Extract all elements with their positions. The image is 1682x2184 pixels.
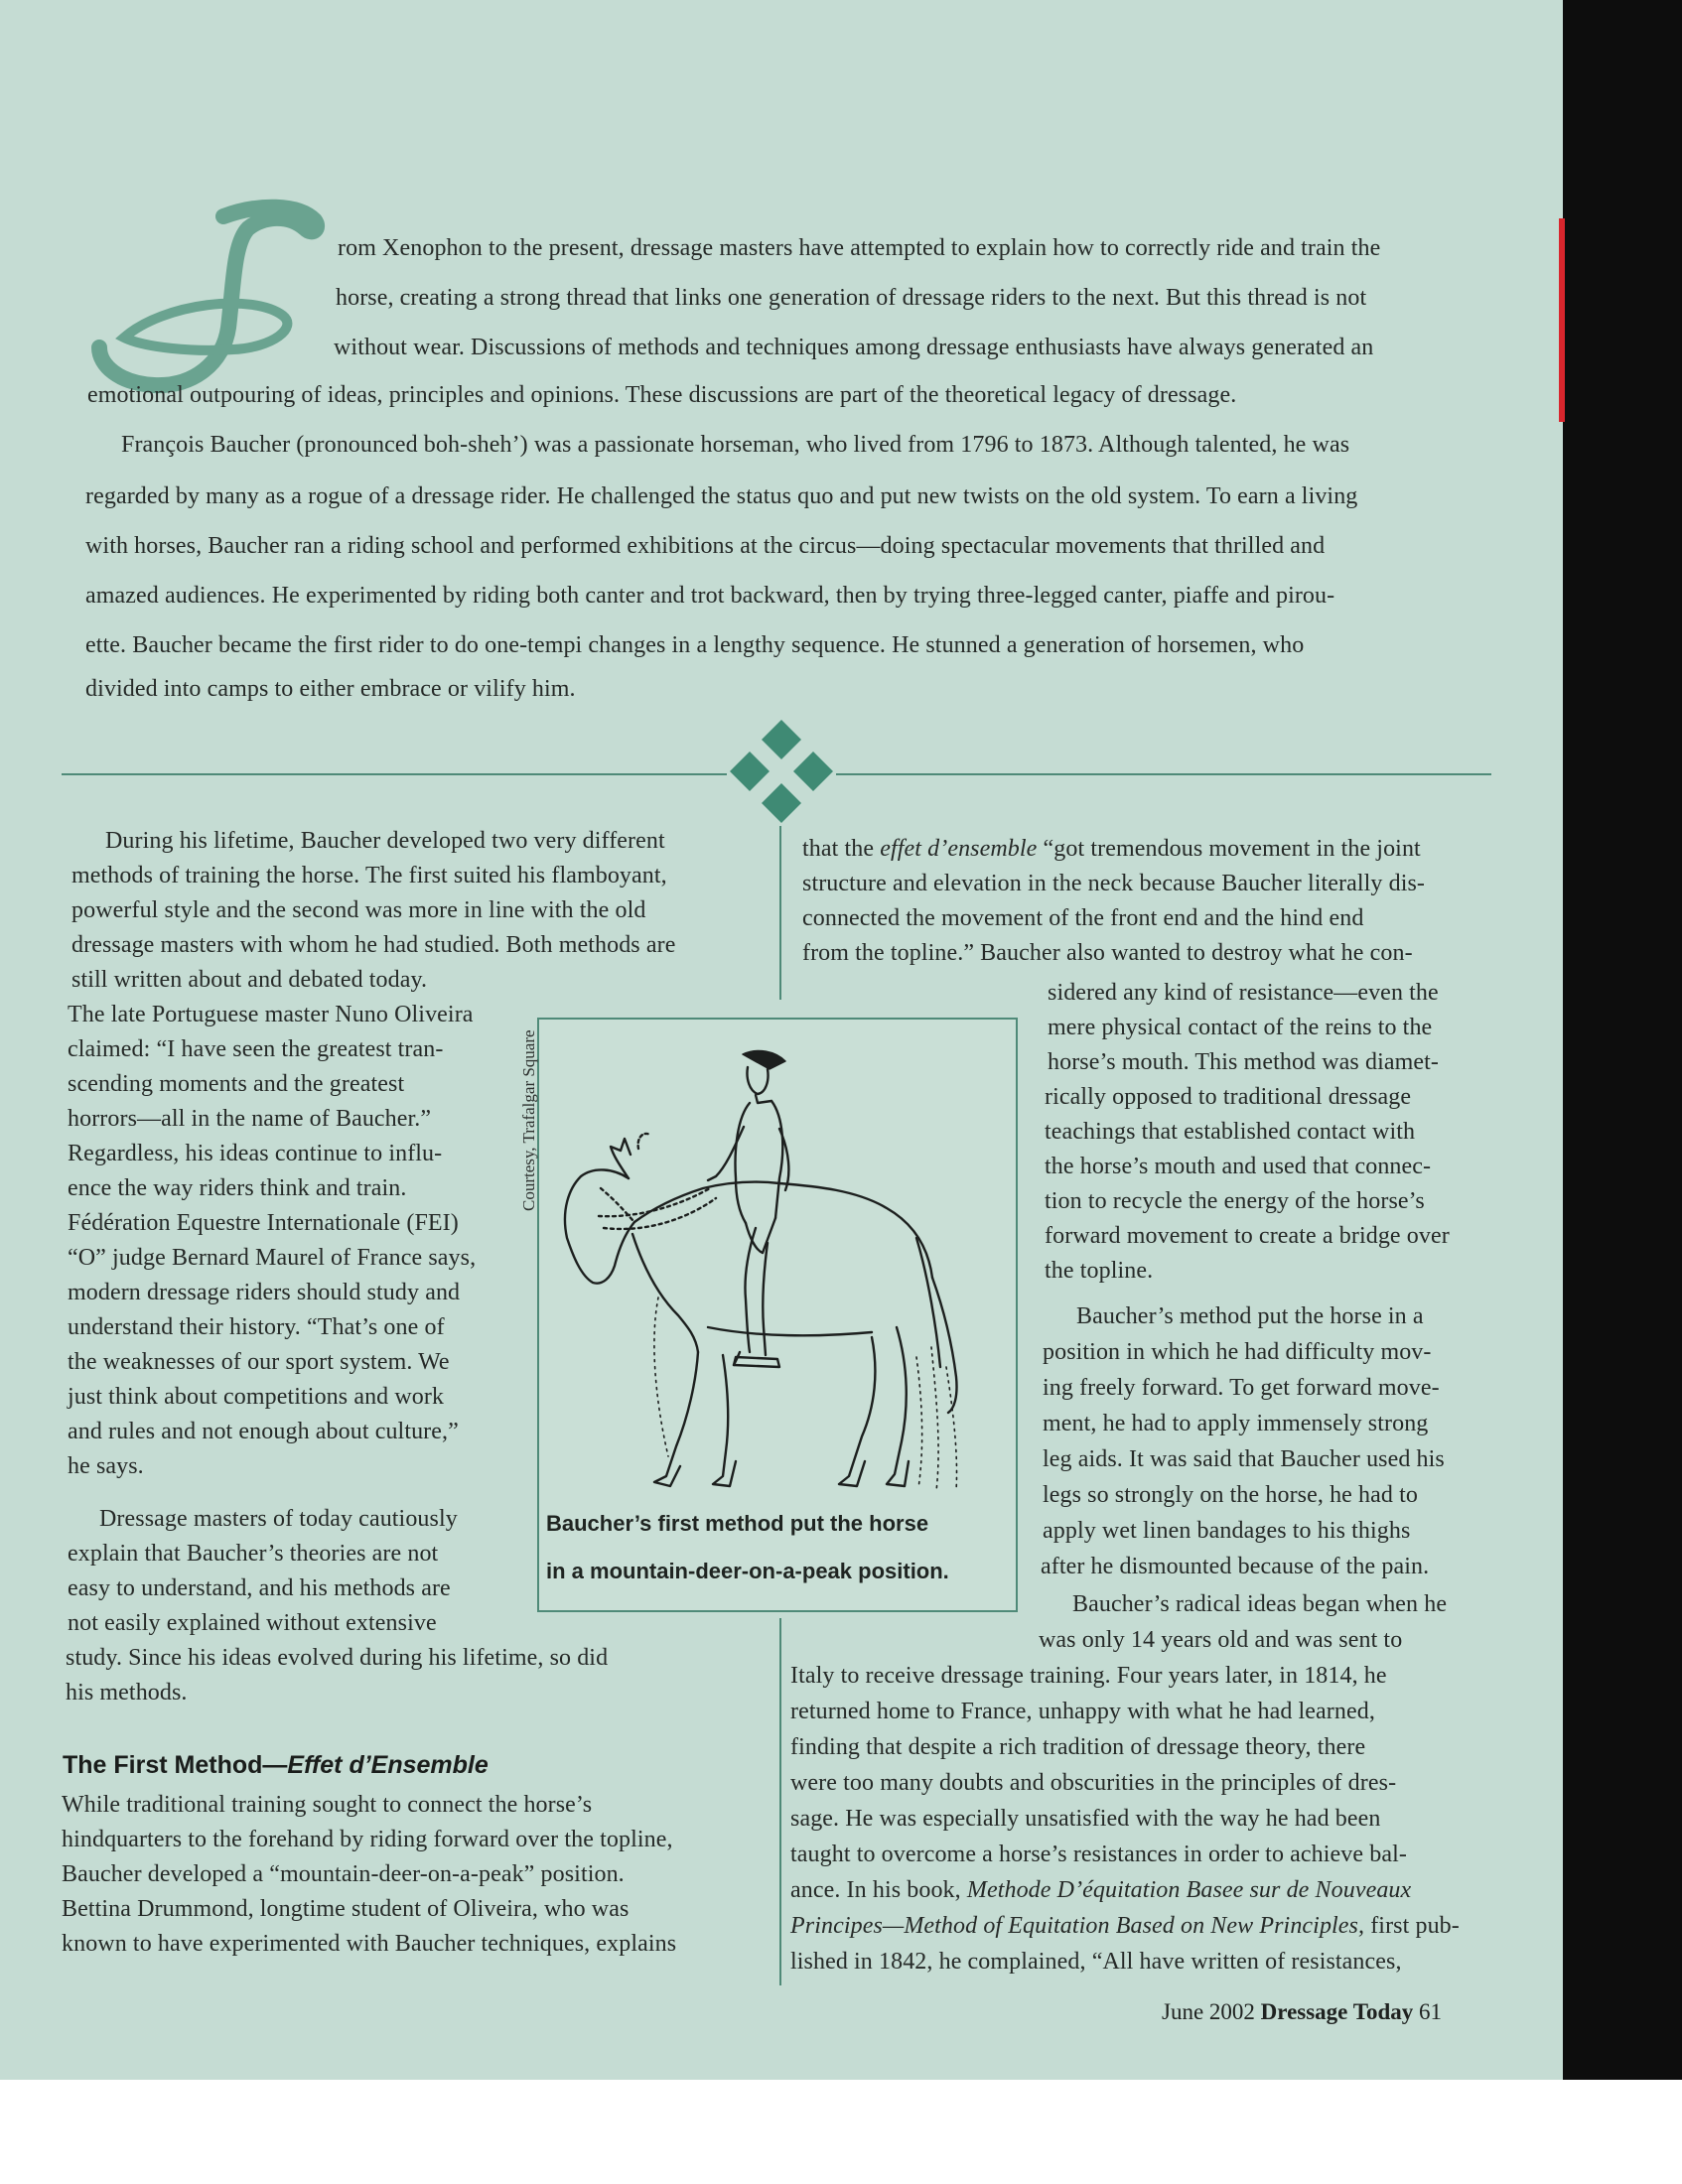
left-column-line: While traditional training sought to connect the horse’s [62,1792,593,1818]
right-column-line: horse’s mouth. This method was diamet- [1048,1049,1439,1075]
right-column-line [790,1908,1460,1944]
scan-edge-shadow [1563,0,1682,2080]
right-column-line: Baucher’s method put the horse in a [1076,1303,1424,1329]
right-column-line: after he dismounted because of the pain. [1041,1554,1430,1579]
left-column-line: Bettina Drummond, longtime student of Oliveira, who was [62,1896,630,1922]
footer-magazine-name: Dressage Today [1260,1999,1414,2024]
left-column-line: Dressage masters of today cautiously [99,1506,458,1532]
intro-line: regarded by many as a rogue of a dressage rider. He challenged the status quo and put new twists on the old system. To earn a living [85,483,1358,509]
intro-line: François Baucher (pronounced boh-sheh’) was a passionate horseman, who lived from 1796 to 1873. Although talented, he was [121,432,1350,458]
section-heading [63,1751,489,1780]
right-column-line: rically opposed to traditional dressage [1045,1084,1412,1110]
right-column-line: were too many doubts and obscurities in the principles of dres- [790,1770,1397,1796]
left-column-line: not easily explained without extensive [68,1610,437,1636]
left-column-line: still written about and debated today. [71,967,428,993]
right-column-line: Baucher’s radical ideas began when he [1072,1591,1448,1617]
diamond-ornament-icon [728,718,835,827]
left-column-line: Regardless, his ideas continue to influ- [68,1141,443,1166]
right-column-line: legs so strongly on the horse, he had to [1043,1482,1418,1508]
intro-line: horse, creating a strong thread that links one generation of dressage riders to the next. But this thread is not [336,285,1367,311]
intro-line: ette. Baucher became the first rider to do one-tempi changes in a lengthy sequence. He stunned a generation of horsemen, who [85,632,1305,658]
left-column-line: During his lifetime, Baucher developed two very different [105,828,665,854]
column-divider-bottom [779,1618,781,1985]
right-column-line: mere physical contact of the reins to the [1048,1015,1433,1040]
intro-line: amazed audiences. He experimented by riding both canter and trot backward, then by trying three-legged canter, piaffe and pirou- [85,583,1335,609]
right-column-line: tion to recycle the energy of the horse’s [1045,1188,1425,1214]
left-column-line: the weaknesses of our sport system. We [68,1349,450,1375]
right-column-line: from the topline.” Baucher also wanted to destroy what he con- [802,940,1413,966]
left-column-line: easy to understand, and his methods are [68,1575,451,1601]
left-column-line: and rules and not enough about culture,” [68,1419,459,1444]
right-column-line: Italy to receive dressage training. Four years later, in 1814, he [790,1663,1387,1689]
book-title-part-a: Methode D’équitation Basee sur de Nouveaux [966,1877,1412,1903]
left-column-line: scending moments and the greatest [68,1071,405,1097]
right-column-line: forward movement to create a bridge over [1045,1223,1450,1249]
page-footer [1162,1999,1442,2025]
right-column-line: ment, he had to apply immensely strong [1043,1411,1429,1436]
left-column-line: known to have experimented with Baucher techniques, explains [62,1931,677,1957]
left-column-line: Fédération Equestre Internationale (FEI) [68,1210,459,1236]
right-text-italic-fragment: effet d’ensemble [880,836,1038,862]
left-column-line: study. Since his ideas evolved during his lifetime, so did [66,1645,609,1671]
left-column-line: understand their history. “That’s one of [68,1314,445,1340]
right-text-fragment: ance. In his book, [790,1877,961,1903]
left-column-line: The late Portuguese master Nuno Oliveira [68,1002,474,1027]
right-column-line: taught to overcome a horse’s resistances in order to achieve bal- [790,1842,1407,1867]
right-column-line: sage. He was especially unsatisfied with the way he had been [790,1806,1381,1832]
horse-and-rider-illustration [559,1039,1001,1506]
right-column-line: sidered any kind of resistance—even the [1048,980,1439,1006]
photo-credit: Courtesy, Trafalgar Square [519,1029,538,1211]
left-column-line: hindquarters to the forehand by riding forward over the topline, [62,1827,673,1852]
right-column-line: ing freely forward. To get forward move- [1043,1375,1440,1401]
left-column-line: modern dressage riders should study and [68,1280,461,1305]
left-column-line: dressage masters with whom he had studied. Both methods are [71,932,676,958]
right-column-line: returned home to France, unhappy with what he had learned, [790,1699,1375,1724]
left-column-line: his methods. [66,1680,188,1706]
right-column-line: position in which he had difficulty mov- [1043,1339,1432,1365]
right-column-line: the horse’s mouth and used that connec- [1045,1154,1432,1179]
right-column-line: teachings that established contact with [1045,1119,1416,1145]
right-text-fragment: first pub- [1364,1913,1460,1939]
intro-line: with horses, Baucher ran a riding school and performed exhibitions at the circus—doing spectacular movements that thrilled and [85,533,1326,559]
page-edge-red-tab [1559,218,1565,422]
drop-cap-letter-f [84,199,343,397]
intro-line: divided into camps to either embrace or vilify him. [85,676,576,702]
intro-line: without wear. Discussions of methods and techniques among dressage enthusiasts have always generated an [334,335,1374,360]
figure-caption: Baucher’s first method put the horse [546,1511,929,1536]
right-column-line [790,1872,1411,1908]
right-column-line: connected the movement of the front end and the hind end [802,905,1364,931]
intro-line: emotional outpouring of ideas, principles and opinions. These discussions are part of the theoretical legacy of dressage. [87,382,1237,408]
left-column-line: horrors—all in the name of Baucher.” [68,1106,432,1132]
footer-date: June 2002 [1162,1999,1255,2024]
section-divider-right [836,773,1491,775]
left-column-line: claimed: “I have seen the greatest tran- [68,1036,444,1062]
section-divider-left [62,773,727,775]
left-column-line: “O” judge Bernard Maurel of France says, [68,1245,477,1271]
left-column-line: just think about competitions and work [68,1384,445,1410]
left-column-line: Baucher developed a “mountain-deer-on-a-peak” position. [62,1861,625,1887]
right-column-line [802,831,1421,867]
right-column-line: was only 14 years old and was sent to [1039,1627,1403,1653]
left-column-line: he says. [68,1453,144,1479]
right-text-fragment: “got tremendous movement in the joint [1037,836,1421,862]
right-column-line: finding that despite a rich tradition of dressage theory, there [790,1734,1366,1760]
section-heading-main: The First Method— [63,1751,288,1779]
intro-line: rom Xenophon to the present, dressage masters have attempted to explain how to correctly ride and train the [338,235,1381,261]
book-title-part-b: Principes—Method of Equitation Based on New Principles, [790,1913,1365,1939]
right-text-fragment: that the [802,836,881,862]
footer-page-number: 61 [1419,1999,1442,2024]
column-divider-top [779,826,781,1000]
section-heading-italic: Effet d’Ensemble [287,1751,489,1779]
left-column-line: ence the way riders think and train. [68,1175,407,1201]
left-column-line: explain that Baucher’s theories are not [68,1541,439,1567]
left-column-line: methods of training the horse. The first suited his flamboyant, [71,863,667,888]
right-column-line: apply wet linen bandages to his thighs [1043,1518,1411,1544]
right-column-line: lished in 1842, he complained, “All have written of resistances, [790,1949,1402,1975]
figure-caption: in a mountain-deer-on-a-peak position. [546,1559,949,1583]
left-column-line: powerful style and the second was more in line with the old [71,897,646,923]
right-column-line: the topline. [1045,1258,1154,1284]
right-column-line: structure and elevation in the neck because Baucher literally dis- [802,871,1426,896]
right-column-line: leg aids. It was said that Baucher used his [1043,1446,1445,1472]
